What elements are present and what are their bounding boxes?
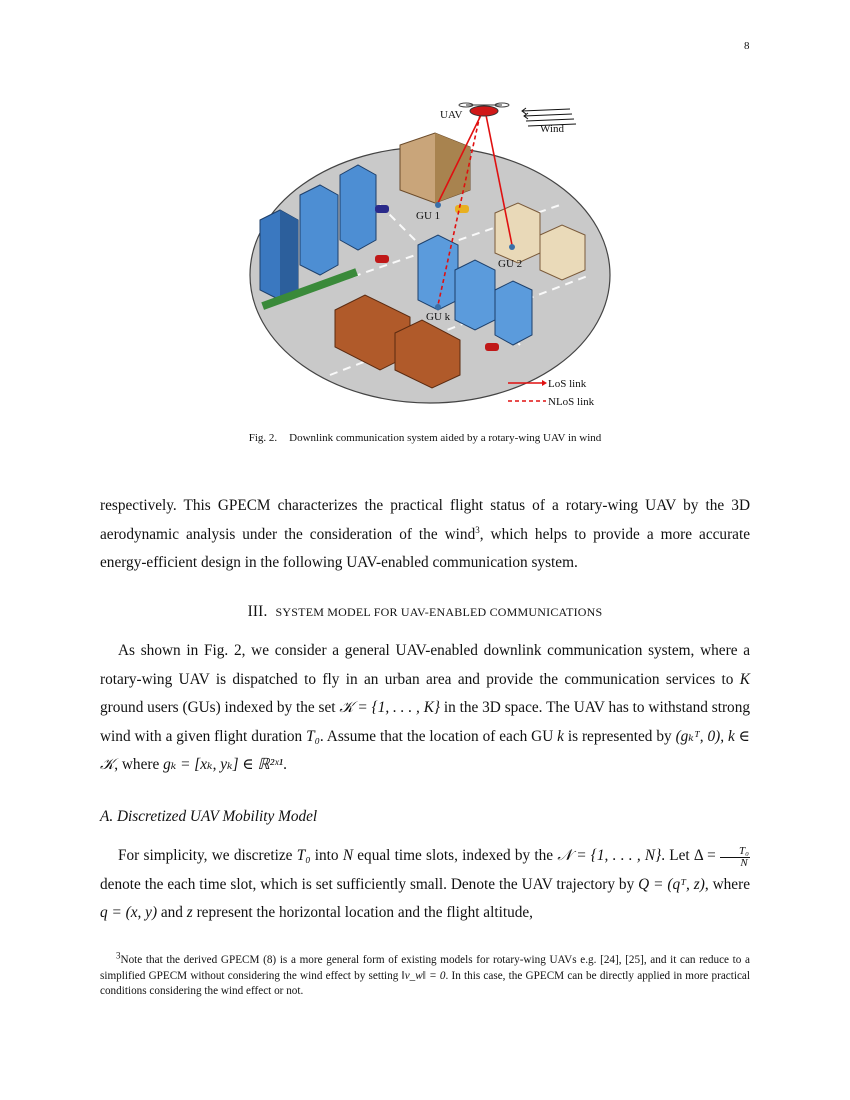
math-k-index: k xyxy=(557,727,564,745)
caption-label: Fig. 2. xyxy=(248,432,278,444)
math-q-traj: Q = (qᵀ, z) xyxy=(638,875,705,893)
label-guk: GU k xyxy=(426,311,451,323)
math-t0: T₀ xyxy=(306,727,320,745)
para2-f: , where xyxy=(114,756,164,773)
label-gu2: GU 2 xyxy=(498,258,523,270)
label-uav: UAV xyxy=(440,109,463,121)
figure-uav-urban-scene xyxy=(240,95,620,415)
para3-h: represent the horizontal location and the flight altitude, xyxy=(192,904,533,921)
caption-text: Downlink communication system aided by a rotary-wing UAV in wind xyxy=(289,432,602,444)
footnote-math: ‖v_w‖ = 0 xyxy=(401,969,446,982)
footnote-text-2: . In this case, the GPECM can be directly applied in more practical conditions considering the wind effect or not. xyxy=(100,969,751,997)
para3-g: and xyxy=(157,904,187,921)
para2-h: . xyxy=(283,756,287,773)
footnote xyxy=(100,950,751,1000)
guk-icon xyxy=(435,304,441,310)
fraction-numerator: T₀ xyxy=(720,846,750,858)
gu2-icon xyxy=(509,244,515,250)
legend-los: LoS link xyxy=(548,378,587,390)
math-gk-def: gₖ = [xₖ, yₖ] ∈ ℝ²ˣ¹ xyxy=(163,756,284,773)
para3-d: . Let xyxy=(661,847,694,864)
math-q-horizontal: q = (x, y) xyxy=(100,904,158,921)
uav-drone xyxy=(459,103,509,116)
para2-e: is represented by xyxy=(563,727,676,745)
math-delta: Δ = xyxy=(693,847,716,864)
legend-nlos: NLoS link xyxy=(548,396,595,408)
paragraph-1 xyxy=(100,492,750,578)
subsection-heading: A. Discretized UAV Mobility Model xyxy=(100,808,318,825)
math-set-k: 𝒦 = {1, . . . , K} xyxy=(339,699,441,716)
math-k-count: K xyxy=(739,670,750,688)
building-top xyxy=(400,133,470,203)
paragraph-2 xyxy=(100,637,750,780)
para2-b: ground users (GUs) indexed by the set xyxy=(100,699,340,716)
para1-text-b: , which helps to provide a more accurate energy-efficient design in the following UAV-enabled communication system. xyxy=(100,525,750,571)
para3-c: equal time slots, indexed by the xyxy=(353,847,558,864)
figure-caption xyxy=(0,432,850,444)
para2-c: in the 3D space. The UAV has to withstand strong wind with a given flight duration xyxy=(100,699,750,745)
para3-e: denote the each time slot, which is set sufficiently small. Denote the UAV trajectory by xyxy=(100,875,639,893)
label-wind: Wind xyxy=(540,123,564,135)
fraction-denominator: N xyxy=(740,857,748,869)
paragraph-3 xyxy=(100,842,750,928)
math-t0-2: T₀ xyxy=(296,847,311,864)
footnote-mark: 3 xyxy=(116,950,121,961)
section-heading xyxy=(0,603,850,621)
math-gu-location: (gₖᵀ, 0), k ∈ 𝒦 xyxy=(100,727,750,773)
section-title: SYSTEM MODEL FOR UAV-ENABLED COMMUNICATIONS xyxy=(275,605,603,619)
section-number: III. xyxy=(247,603,268,620)
para2-d: . Assume that the location of each GU xyxy=(319,727,558,745)
para3-b: into xyxy=(310,847,343,864)
label-gu1: GU 1 xyxy=(416,210,441,222)
math-fraction xyxy=(720,846,750,869)
footnote-ref: 3 xyxy=(475,524,480,535)
para3-f: , where xyxy=(704,875,750,893)
footnote-text: Note that the derived GPECM (8) is a more general form of existing models for rotary-wing UAVs e.g. [24], [25], and it can reduce to a simplified GPECM without considering the wind effect by setting xyxy=(100,954,750,982)
para3-a: For simplicity, we discretize xyxy=(118,847,297,864)
math-n: N xyxy=(342,847,354,864)
math-z: z xyxy=(186,904,193,921)
para1-text-a: respectively. This GPECM characterizes the practical flight status of a rotary-wing UAV by the 3D aerodynamic analysis under the consideration of the wind xyxy=(100,497,750,543)
gu1-icon xyxy=(435,202,441,208)
math-set-n: 𝒩 = {1, . . . , N} xyxy=(557,847,662,864)
page-number: 8 xyxy=(744,40,750,52)
para2-a: As shown in Fig. 2, we consider a general UAV-enabled downlink communication system, where a rotary-wing UAV is dispatched to fly in an urban area and provide the communication services to xyxy=(100,642,750,688)
legend xyxy=(508,378,595,408)
